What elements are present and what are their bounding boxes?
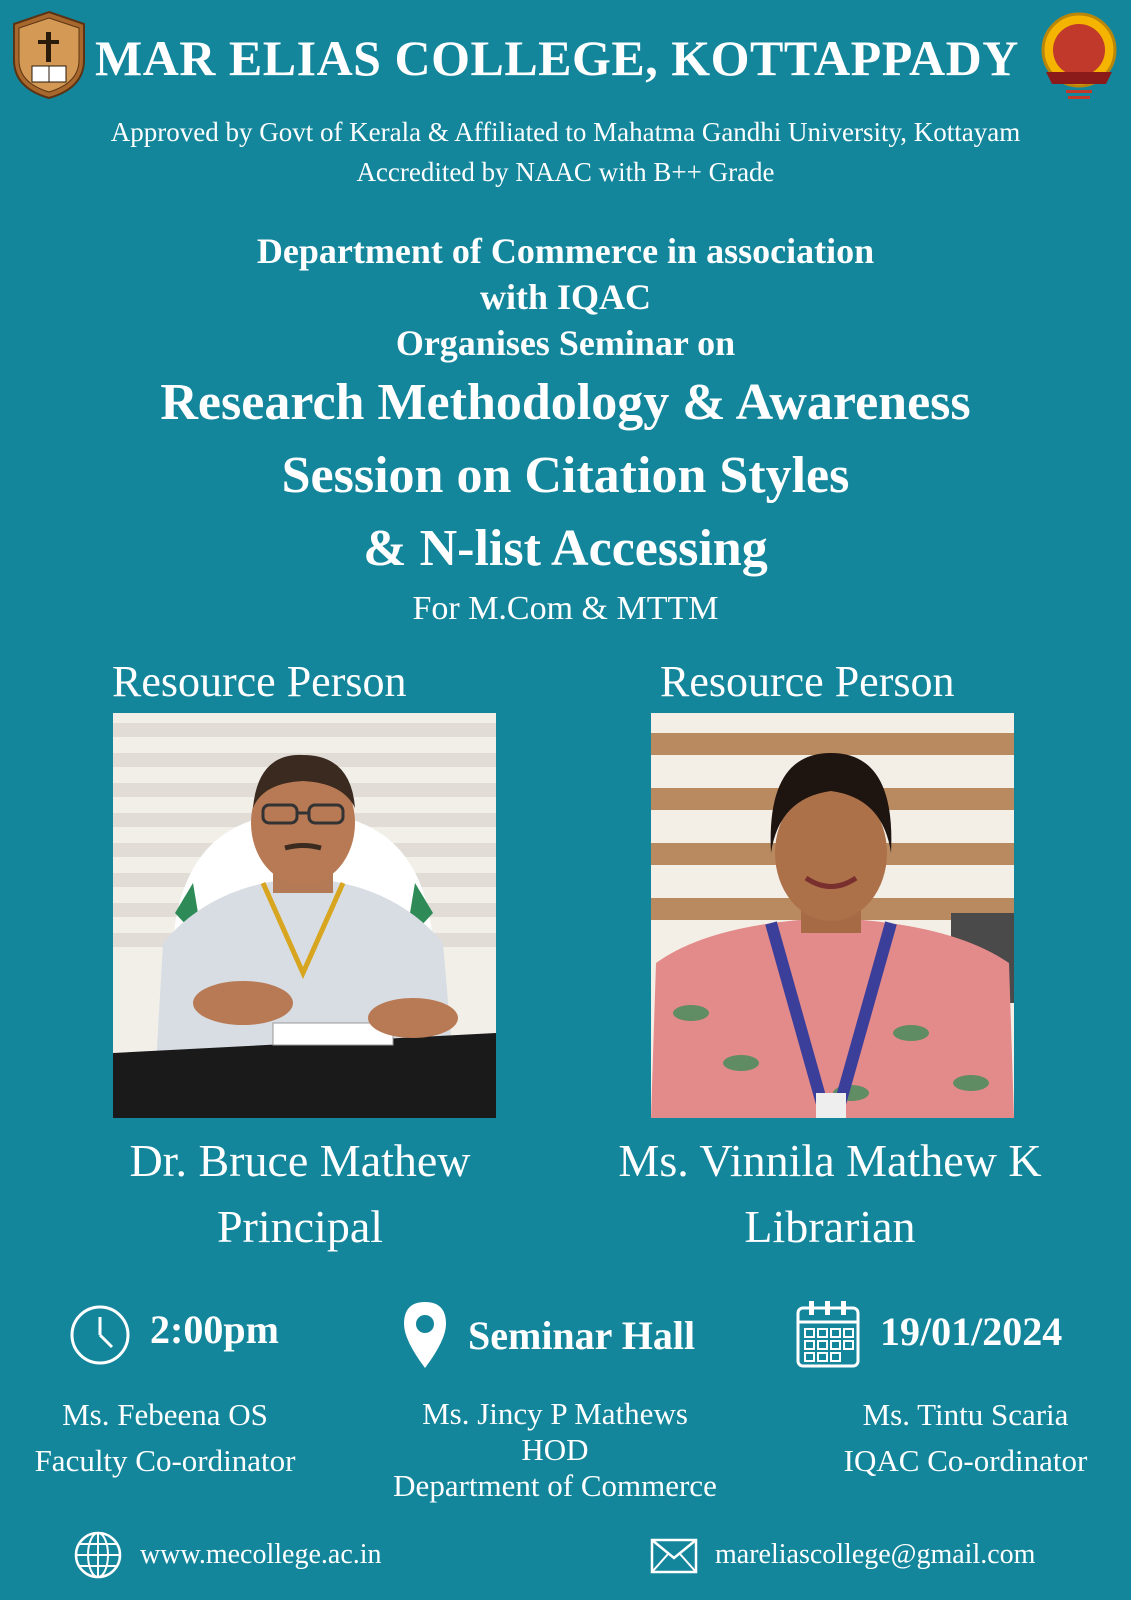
resource-person-name-1: Dr. Bruce Mathew — [129, 1135, 471, 1186]
calendar-icon — [795, 1298, 861, 1370]
coordinator-hod-dept: Department of Commerce — [393, 1468, 717, 1503]
college-name: MAR ELIAS COLLEGE, KOTTAPPADY — [95, 30, 1019, 86]
event-date: 19/01/2024 — [880, 1309, 1063, 1354]
resource-person-name-2: Ms. Vinnila Mathew K — [618, 1135, 1042, 1186]
resource-person-label-1: Resource Person — [112, 657, 407, 706]
event-time: 2:00pm — [150, 1307, 279, 1352]
resource-person-photo-1 — [113, 713, 496, 1118]
resource-person-photo-2 — [651, 713, 1014, 1118]
resource-person-label-2: Resource Person — [660, 657, 955, 706]
coordinator-hod-role: HOD — [521, 1432, 589, 1467]
dept-line-1: Department of Commerce in association — [256, 231, 875, 271]
approval-line: Approved by Govt of Kerala & Affiliated to Mahatma Gandhi University, Kottayam — [110, 117, 1021, 147]
resource-person-role-2: Librarian — [744, 1201, 916, 1252]
resource-person-2 — [580, 1128, 1080, 1260]
email-link[interactable]: mareliascollege@gmail.com — [715, 1539, 1036, 1570]
event-venue: Seminar Hall — [468, 1313, 696, 1358]
topic-line-1: Research Methodology & Awareness — [160, 374, 971, 431]
accreditation-block — [0, 112, 1131, 192]
coordinator-faculty — [0, 1396, 330, 1480]
location-pin-icon — [400, 1300, 450, 1370]
dept-line-2: with IQAC — [479, 277, 652, 317]
coordinator-iqac — [800, 1396, 1131, 1480]
coordinator-hod-name: Ms. Jincy P Mathews — [422, 1396, 688, 1431]
coordinator-iqac-name: Ms. Tintu Scaria — [862, 1397, 1069, 1432]
organises-line: Organises Seminar on — [395, 323, 736, 363]
organiser-block — [0, 228, 1131, 366]
coordinator-faculty-role: Faculty Co-ordinator — [34, 1443, 296, 1478]
naac-badge — [1036, 10, 1122, 106]
audience-line: For M.Com & MTTM — [412, 590, 719, 627]
seminar-topic — [0, 366, 1131, 585]
coordinator-faculty-name: Ms. Febeena OS — [62, 1397, 268, 1432]
accreditation-line: Accredited by NAAC with B++ Grade — [356, 157, 775, 187]
topic-line-2: Session on Citation Styles — [281, 447, 850, 504]
globe-icon — [73, 1530, 123, 1580]
coordinator-hod — [345, 1396, 765, 1504]
clock-icon — [68, 1303, 132, 1367]
resource-person-1 — [60, 1128, 540, 1260]
resource-person-role-1: Principal — [216, 1201, 384, 1252]
website-link[interactable]: www.mecollege.ac.in — [140, 1539, 382, 1570]
college-logo — [10, 10, 88, 100]
topic-line-3: & N-list Accessing — [363, 520, 768, 577]
envelope-icon — [650, 1538, 698, 1574]
coordinator-iqac-role: IQAC Co-ordinator — [843, 1443, 1088, 1478]
